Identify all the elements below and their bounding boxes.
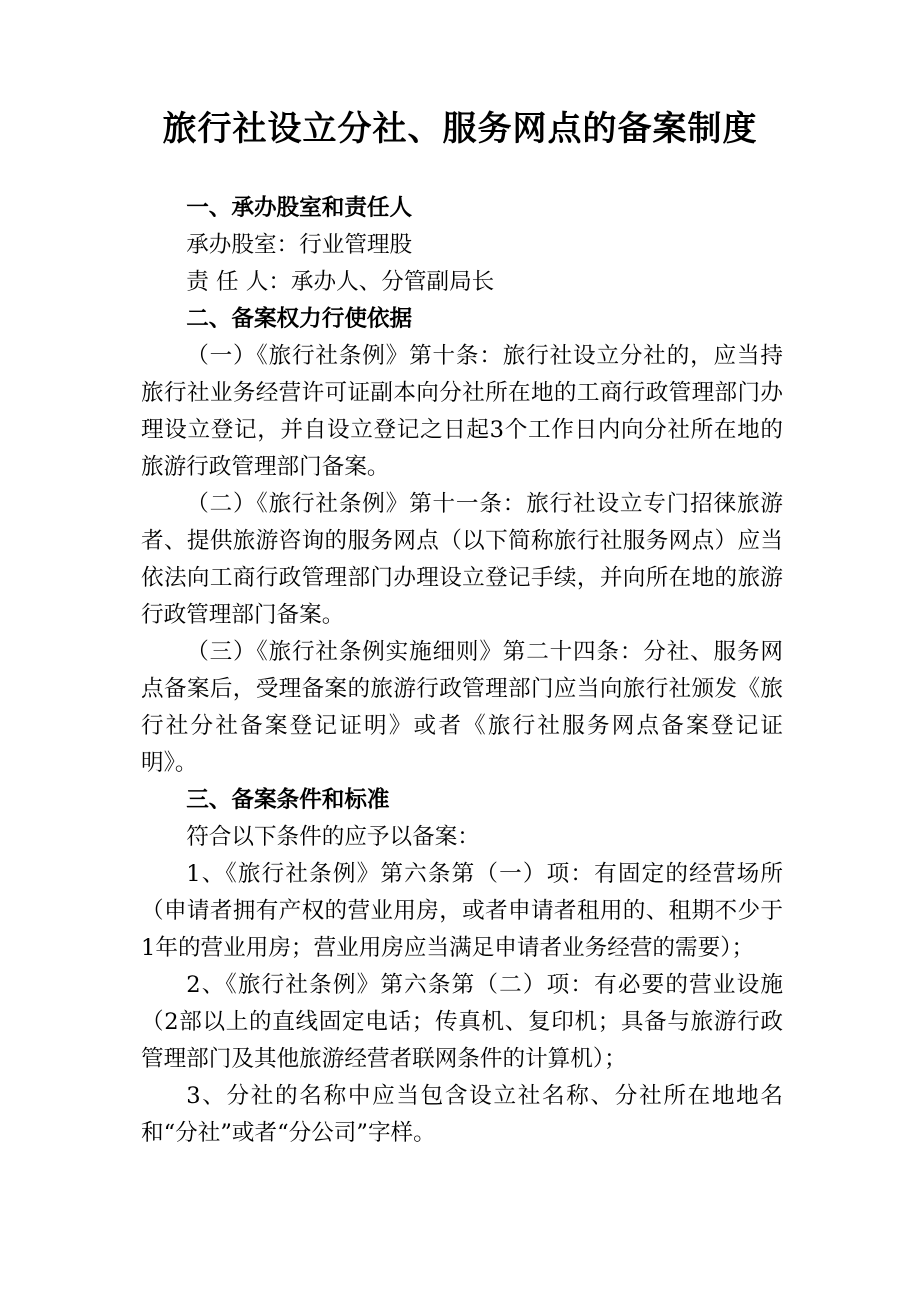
section-heading-legal-basis: 二、备案权力行使依据: [186, 306, 413, 332]
legal-basis-clause: （一）《旅行社条例》第十条：旅行社设立分社的，应当持旅行社业务经营许可证副本向分社所在地的工商行政管理部门办理设立登记，并自设立登记之日起3个工作日内向分社所在地的旅游行政管理部门备案。: [141, 343, 783, 480]
undertaking-office: 承办股室：行业管理股: [186, 232, 413, 258]
section-heading-conditions: 三、备案条件和标准: [186, 787, 390, 813]
legal-basis-clause: （二）《旅行社条例》第十一条：旅行社设立专门招徕旅游者、提供旅游咨询的服务网点（以下简称旅行社服务网点）应当依法向工商行政管理部门办理设立登记手续，并向所在地的旅游行政管理部门备案。: [141, 491, 783, 628]
conditions-intro: 符合以下条件的应予以备案：: [186, 824, 480, 850]
document-title: 旅行社设立分社、服务网点的备案制度: [162, 109, 758, 149]
responsible-person: 责 任 人：承办人、分管副局长: [186, 269, 495, 295]
condition-item: 2、《旅行社条例》第六条第（二）项：有必要的营业设施（2部以上的直线固定电话；传真机、复印机；具备与旅游行政管理部门及其他旅游经营者联网条件的计算机）；: [141, 972, 783, 1072]
condition-item: 1、《旅行社条例》第六条第（一）项：有固定的经营场所（申请者拥有产权的营业用房，或者申请者租用的、租期不少于1年的营业用房；营业用房应当满足申请者业务经营的需要）；: [141, 861, 783, 961]
document-body: [141, 190, 783, 1152]
condition-item: 3、分社的名称中应当包含设立社名称、分社所在地地名和“分社”或者“分公司”字样。: [141, 1083, 783, 1146]
legal-basis-clause: （三）《旅行社条例实施细则》第二十四条：分社、服务网点备案后，受理备案的旅游行政管理部门应当向旅行社颁发《旅行社分社备案登记证明》或者《旅行社服务网点备案登记证明》。: [141, 639, 783, 776]
section-heading-undertaking: 一、承办股室和责任人: [186, 195, 413, 221]
